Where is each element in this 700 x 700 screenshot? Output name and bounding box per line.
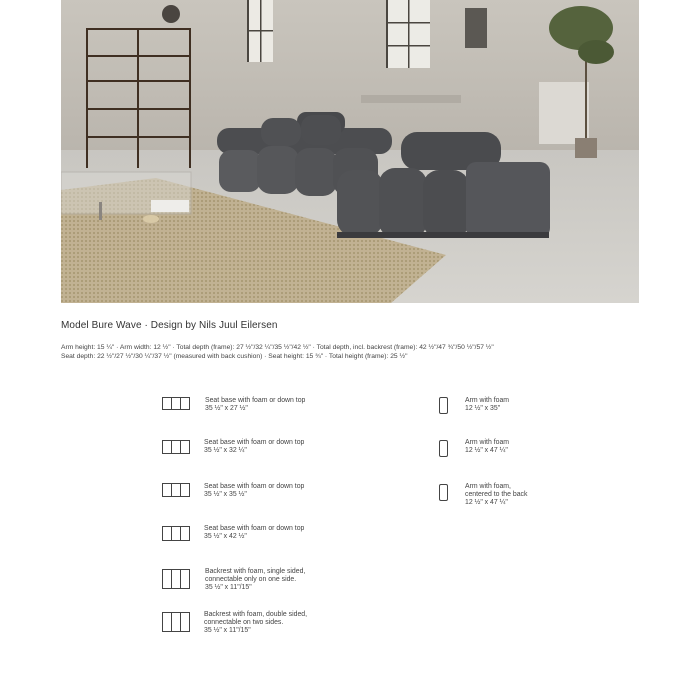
seat-base-icon xyxy=(162,526,190,544)
module-label: Seat base with foam or down top xyxy=(204,439,305,446)
module-label: Backrest with foam, single sided, xyxy=(205,568,306,575)
arm-icon xyxy=(439,440,448,460)
seat-base-icon xyxy=(162,483,190,500)
module-note: centered to the back xyxy=(465,491,528,499)
specs-line-2: Seat depth: 22 ½"/27 ½"/30 ¼"/37 ½" (measured with back cushion) · Seat height: 15 ¾" · Total height (frame): 25 ½" xyxy=(61,353,408,360)
page-title: Model Bure Wave · Design by Nils Juul Eilersen xyxy=(61,320,278,331)
module-label: Arm with foam xyxy=(465,439,510,446)
module-label: Seat base with foam or down top xyxy=(204,525,305,532)
module-label: Seat base with foam or down top xyxy=(205,397,306,404)
module-size: 12 ½" x 35" xyxy=(465,405,501,413)
module-size: 35 ½" x 32 ¼" xyxy=(204,447,247,455)
dimensions-specs xyxy=(61,343,641,361)
module-size: 12 ½" x 47 ¼" xyxy=(465,499,508,507)
module-size: 35 ½" x 35 ½" xyxy=(204,491,247,499)
module-note: connectable only on one side. xyxy=(205,576,297,584)
backrest-icon xyxy=(162,569,190,592)
module-size: 12 ½" x 47 ¼" xyxy=(465,447,508,455)
backrest-icon xyxy=(162,612,190,635)
sofa-photo xyxy=(61,0,639,303)
specs-line-1: Arm height: 15 ¼" · Arm width: 12 ½" · Total depth (frame): 27 ½"/32 ¼"/35 ½"/42 ½" · Total depth, incl. backrest (frame): 42 ½"/47 ¾"/50 ½"/57 ½" xyxy=(61,344,494,351)
module-size: 35 ½" x 11"/15" xyxy=(205,584,252,592)
module-size: 35 ½" x 27 ½" xyxy=(205,405,248,413)
module-label: Seat base with foam or down top xyxy=(204,483,305,490)
seat-base-icon xyxy=(162,397,190,413)
module-size: 35 ½" x 42 ½" xyxy=(204,533,247,541)
arm-icon xyxy=(439,397,448,417)
module-label: Backrest with foam, double sided, xyxy=(204,611,308,618)
module-size: 35 ½" x 11"/15" xyxy=(204,627,251,635)
module-label: Arm with foam, xyxy=(465,483,511,490)
module-label: Arm with foam xyxy=(465,397,510,404)
arm-icon xyxy=(439,484,448,504)
module-note: connectable on two sides. xyxy=(204,619,284,627)
seat-base-icon xyxy=(162,440,190,457)
